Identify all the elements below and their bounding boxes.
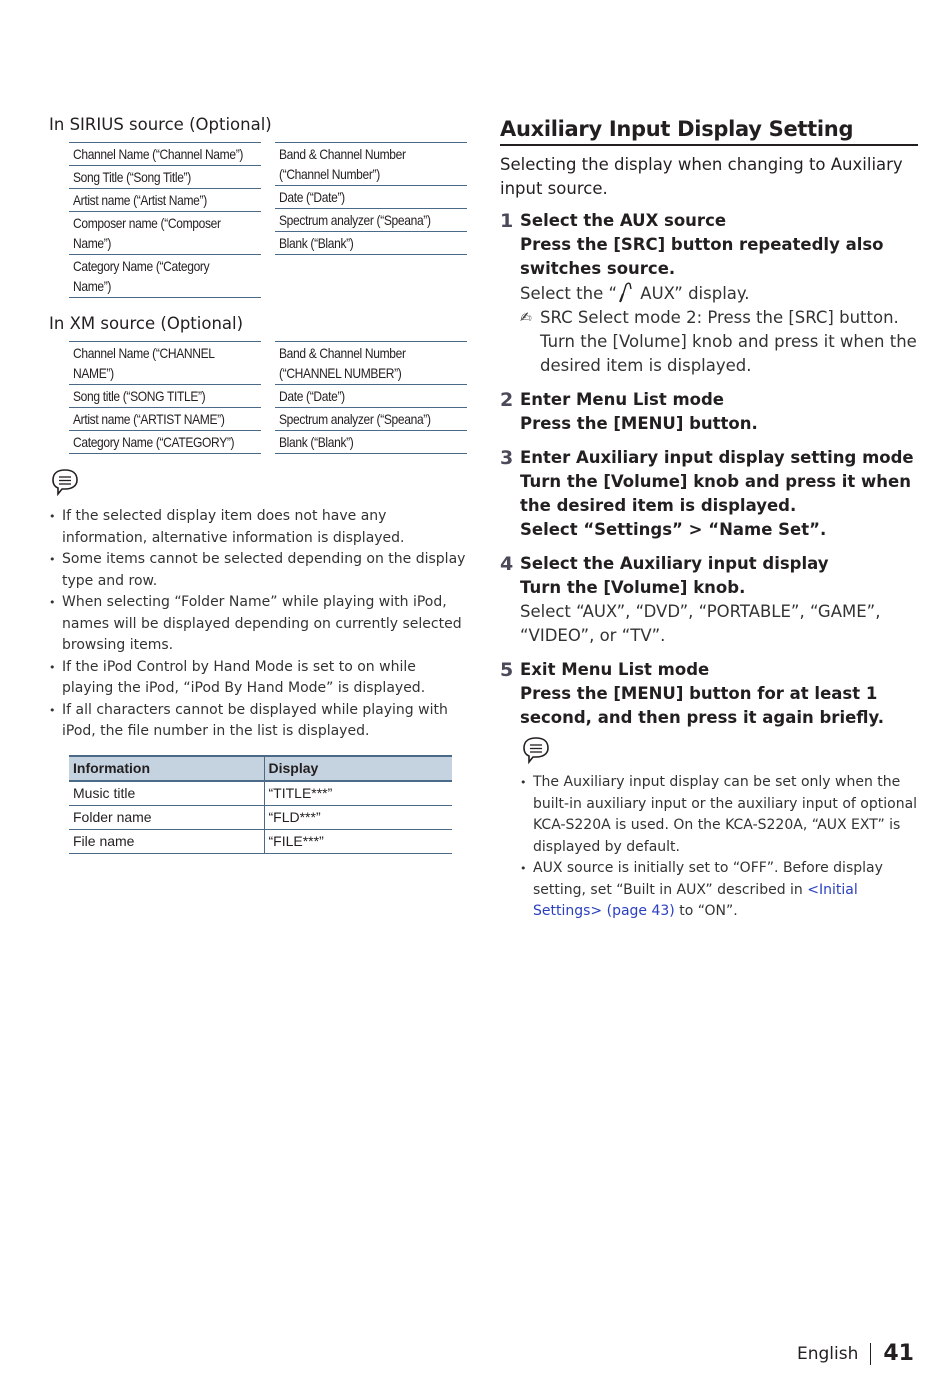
xm-cell: Song title (“SONG TITLE”) (69, 385, 261, 408)
right-column (500, 114, 918, 933)
list-item: • When selecting “Folder Name” while playing with iPod, names will be displayed depending on currently selected browsing items. (49, 592, 469, 657)
step-title: Exit Menu List mode (520, 660, 710, 679)
xm-cell: Date (“Date”) (275, 385, 467, 408)
section-intro: Selecting the display when changing to Auxiliary input source. (500, 155, 903, 198)
table-cell: “FLD***” (264, 805, 452, 829)
table-row (69, 781, 452, 806)
sirius-cell: Composer name (“Composer Name”) (69, 212, 261, 255)
step-select: Select “Settings” > “Name Set”. (520, 520, 827, 539)
sirius-right-col (275, 142, 467, 298)
table-header: Display (264, 756, 452, 781)
note-speech-bubble-icon (520, 736, 552, 764)
sirius-cell: Band & Channel Number (“Channel Number”) (275, 142, 467, 186)
hand-writing-icon: ✍ (520, 310, 532, 326)
step-text: Select “AUX”, “DVD”, “PORTABLE”, “GAME”, “VIDEO”, or “TV”. (520, 602, 881, 645)
aux-notes-list (520, 772, 918, 923)
xm-left-col (69, 341, 261, 454)
list-item: • AUX source is initially set to “OFF”. Before display setting, set “Built in AUX” described in <Initial Settings> (page 43) to “ON”. (520, 858, 918, 923)
list-item: • Some items cannot be selected depending on the display type and row. (49, 549, 469, 592)
step-3 (500, 446, 918, 542)
arrow-right-icon: > (688, 520, 703, 539)
xm-cell: Artist name (“ARTIST NAME”) (69, 408, 261, 431)
step-instruction: Press the [MENU] button. (520, 414, 758, 433)
xm-cell: Category Name (“CATEGORY”) (69, 431, 261, 454)
step-number: 3 (500, 447, 514, 469)
left-column (49, 114, 469, 854)
page-footer (797, 1341, 914, 1366)
sirius-heading: In SIRIUS source (Optional) (49, 115, 272, 134)
list-item: • If all characters cannot be displayed while playing with iPod, the file number in the list is displayed. (49, 700, 469, 743)
step-title: Select the AUX source (520, 211, 727, 230)
sirius-grid (69, 142, 469, 298)
sirius-cell: Category Name (“Category Name”) (69, 255, 261, 298)
left-notes-list (49, 506, 469, 743)
info-display-table (69, 755, 452, 854)
xm-cell: Channel Name (“CHANNEL NAME”) (69, 341, 261, 385)
sirius-cell: Channel Name (“Channel Name”) (69, 142, 261, 166)
step-1 (500, 209, 918, 378)
sirius-cell: Spectrum analyzer (“Speana”) (275, 209, 467, 232)
xm-cell: Spectrum analyzer (“Speana”) (275, 408, 467, 431)
table-header: Information (69, 756, 264, 781)
table-row (69, 805, 452, 829)
page-number: 41 (883, 1341, 914, 1366)
table-row (69, 829, 452, 853)
step-number: 2 (500, 389, 514, 411)
sirius-cell: Blank (“Blank”) (275, 232, 467, 255)
footer-language: English (796, 1343, 859, 1364)
section-title: Auxiliary Input Display Setting (500, 115, 918, 146)
table-cell: Music title (69, 781, 264, 806)
step-instruction: Press the [SRC] button repeatedly also switches source. (520, 235, 884, 278)
table-cell: “TITLE***” (264, 781, 452, 806)
table-header-row (69, 756, 452, 781)
step-instruction: Turn the [Volume] knob. (520, 578, 746, 597)
step-text: Select the “ AUX” display. (520, 281, 918, 306)
table-cell: Folder name (69, 805, 264, 829)
xm-right-col (275, 341, 467, 454)
sirius-left-col (69, 142, 261, 298)
step-title: Enter Auxiliary input display setting mode (520, 448, 914, 467)
step-5 (500, 658, 918, 923)
xm-grid (69, 341, 469, 454)
step-note: ✍ SRC Select mode 2: Press the [SRC] button. Turn the [Volume] knob and press it when the desired item is displayed. (520, 308, 917, 375)
table-cell: File name (69, 829, 264, 853)
sirius-cell: Artist name (“Artist Name”) (69, 189, 261, 212)
aux-symbol-icon (617, 281, 635, 303)
step-number: 1 (500, 210, 514, 232)
step-instruction: Turn the [Volume] knob and press it when the desired item is displayed. (520, 472, 911, 515)
step-number: 4 (500, 553, 514, 575)
xm-cell: Blank (“Blank”) (275, 431, 467, 454)
sirius-cell: Date (“Date”) (275, 186, 467, 209)
step-4 (500, 552, 918, 648)
sirius-cell: Song Title (“Song Title”) (69, 166, 261, 189)
footer-divider (870, 1343, 871, 1365)
xm-heading: In XM source (Optional) (49, 314, 244, 333)
initial-settings-link[interactable]: <Initial Settings> (page 43) (533, 881, 858, 919)
note-speech-bubble-icon (49, 468, 81, 496)
xm-cell: Band & Channel Number (“CHANNEL NUMBER”) (275, 341, 467, 385)
table-cell: “FILE***” (264, 829, 452, 853)
step-2 (500, 388, 918, 436)
step-title: Select the Auxiliary input display (520, 554, 829, 573)
list-item: • The Auxiliary input display can be set only when the built-in auxiliary input or the auxiliary input of optional KCA-S220A is used. On the KCA-S220A, “AUX EXT” is displayed by default. (520, 772, 918, 858)
step-number: 5 (500, 659, 514, 681)
step-title: Enter Menu List mode (520, 390, 724, 409)
list-item: • If the iPod Control by Hand Mode is set to on while playing the iPod, “iPod By Hand Mode” is displayed. (49, 657, 469, 700)
list-item: • If the selected display item does not have any information, alternative information is displayed. (49, 506, 469, 549)
step-instruction: Press the [MENU] button for at least 1 second, and then press it again briefly. (520, 684, 885, 727)
